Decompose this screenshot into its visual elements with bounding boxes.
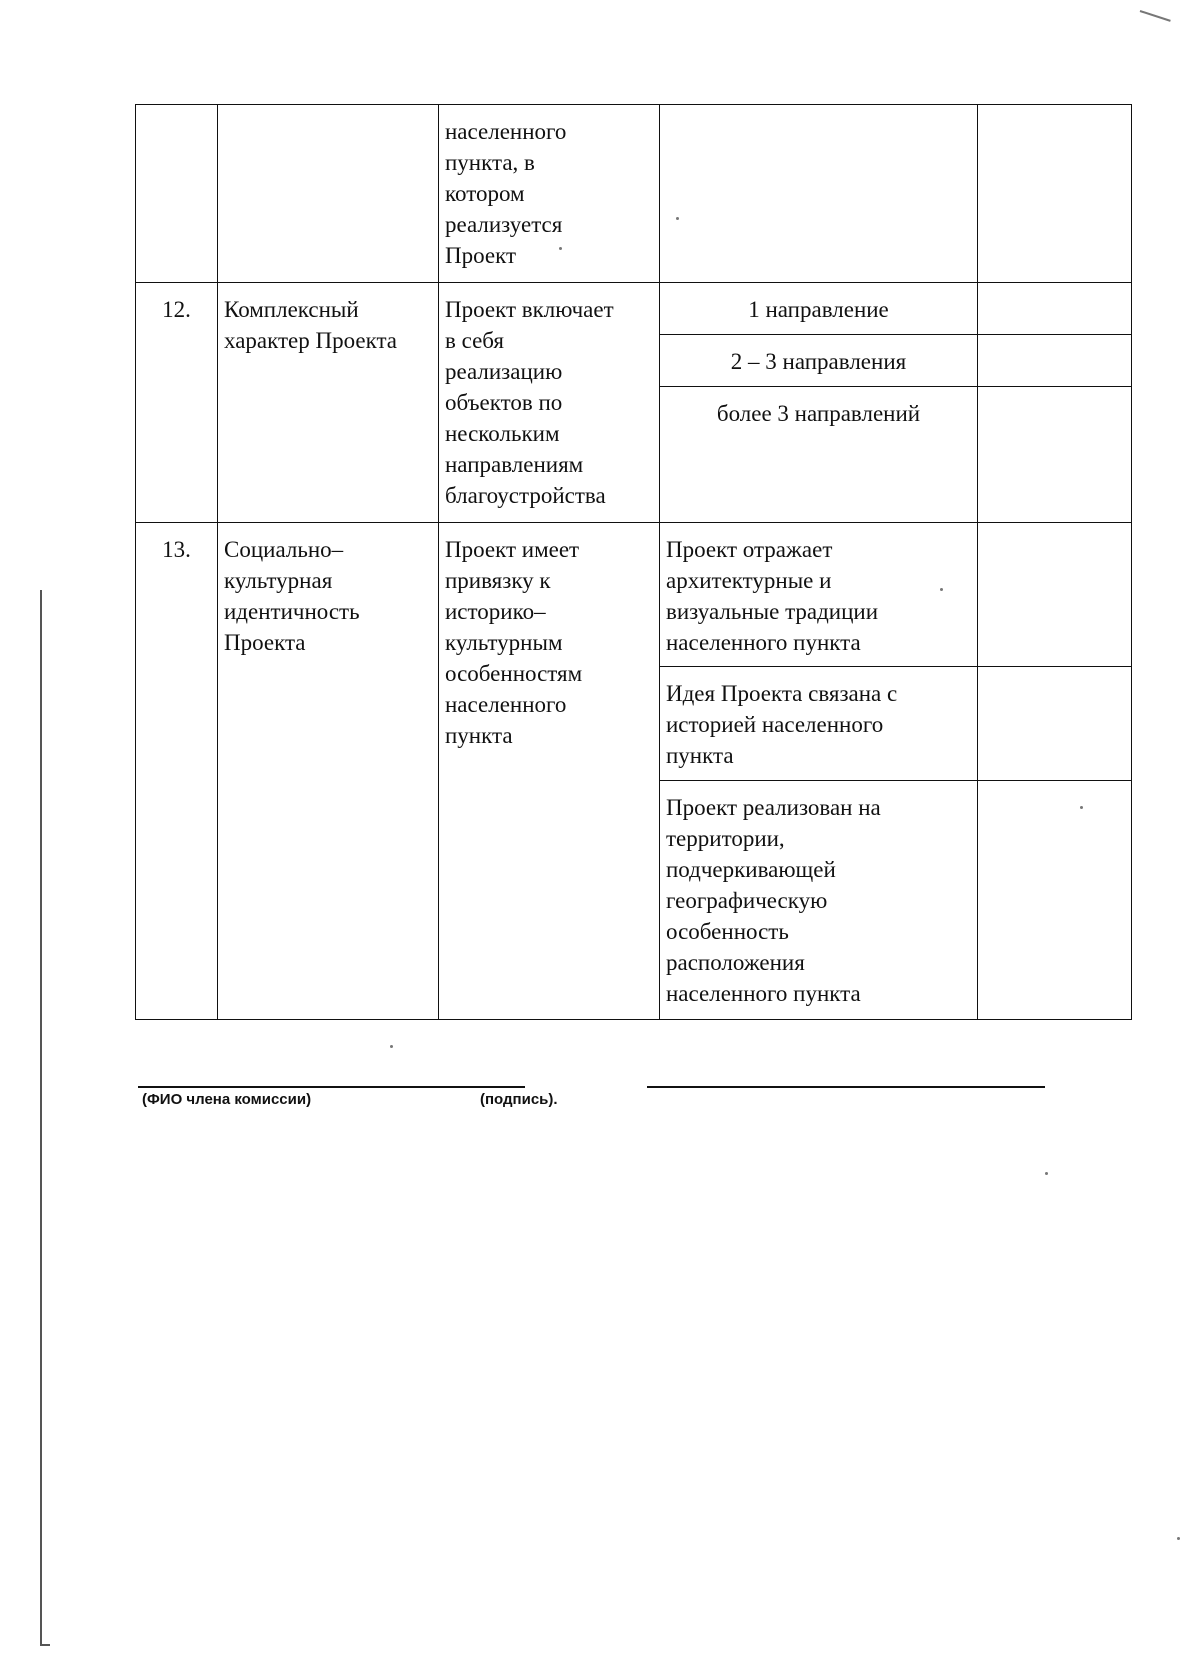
criterion-cell: Комплексный характер Проекта [218, 283, 439, 523]
table-row-continuation [136, 105, 1132, 283]
row-number-cell: 12. [136, 283, 218, 523]
score-cell [978, 387, 1132, 523]
option-cell: Идея Проекта связана с историей населенного пункта [660, 667, 978, 781]
scan-page-edge [40, 590, 42, 1645]
fio-label: (ФИО члена комиссии) [142, 1091, 312, 1108]
criterion-cell [218, 105, 439, 283]
score-cell [978, 335, 1132, 387]
score-cell [978, 283, 1132, 335]
option-cell: 1 направление [660, 283, 978, 335]
row-number-cell: 13. [136, 523, 218, 1020]
signature-label: (подпись). [480, 1091, 558, 1108]
option-cell: 2 – 3 направления [660, 335, 978, 387]
table-row-12 [136, 283, 1132, 335]
score-cell [978, 105, 1132, 283]
description-cell: Проект имеет привязку к историко– культурным особенностям населенного пункта [439, 523, 660, 1020]
scan-speck [1177, 1537, 1180, 1540]
scan-corner-mark [1140, 10, 1171, 22]
option-cell [660, 105, 978, 283]
description-cell: Проект включает в себя реализацию объектов по нескольким направлениям благоустройства [439, 283, 660, 523]
scan-speck [1045, 1172, 1048, 1175]
score-cell [978, 667, 1132, 781]
scan-page-edge-foot [40, 1644, 50, 1646]
option-cell: Проект отражает архитектурные и визуальные традиции населенного пункта [660, 523, 978, 667]
table-row-13 [136, 523, 1132, 667]
fio-underline [138, 1086, 525, 1088]
score-cell [978, 523, 1132, 667]
criterion-cell: Социально– культурная идентичность Проекта [218, 523, 439, 1020]
score-cell [978, 781, 1132, 1020]
criteria-table [135, 104, 1132, 1020]
scan-speck [390, 1045, 393, 1048]
row-number-cell [136, 105, 218, 283]
option-cell: Проект реализован на территории, подчеркивающей географическую особенность расположения населенного пункта [660, 781, 978, 1020]
signature-underline [647, 1086, 1045, 1088]
description-cell: населенного пункта, в котором реализуется Проект [439, 105, 660, 283]
option-cell: более 3 направлений [660, 387, 978, 523]
